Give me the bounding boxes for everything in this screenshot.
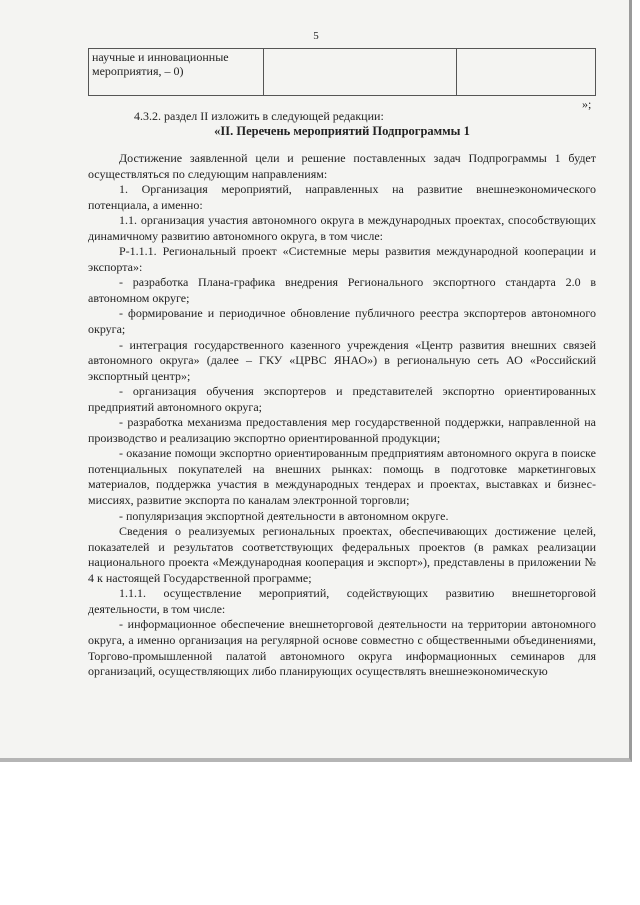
paragraph: 1.1.1. осуществление мероприятий, содействующих развитию внешнеторговой деятельности, в том числе: <box>88 586 596 616</box>
closing-quote-mark: »; <box>582 97 592 111</box>
table-cell-activity: научные и инновационные мероприятия, – 0) <box>89 49 264 96</box>
paragraph: - формирование и периодичное обновление публичного реестра экспортеров автономного округа; <box>88 306 596 337</box>
paragraph: - разработка механизма предоставления мер государственной поддержки, направленной на производство и реализацию экспортно ориентированной продукции; <box>88 415 596 445</box>
paragraph: - информационное обеспечение внешнеторговой деятельности на территории автономного округа, а именно организация на регулярной основе совместно с общественными объединениями, Торгово-промышленной палатой автономного округа информационных семинаров для организаций, осуществляющих либо планирующих осуществлять внешнеэкономическую <box>88 617 596 679</box>
table-cell-empty <box>457 49 596 96</box>
paragraph: 1. Организация мероприятий, направленных на развитие внешнеэкономического потенциала, а именно: <box>88 182 596 212</box>
section-intro: 4.3.2. раздел II изложить в следующей редакции: <box>134 109 384 123</box>
table-row <box>89 49 596 96</box>
previous-table-fragment <box>88 48 596 96</box>
paragraph: 1.1. организация участия автономного округа в международных проектах, способствующих динамичному развитию автономного округа, в том числе: <box>88 213 596 243</box>
paragraph: - интеграция государственного казенного учреждения «Центр развития внешних связей автономного округа» (далее – ГКУ «ЦРВС ЯНАО») в региональную сеть АО «Российский экспортный центр»; <box>88 337 596 383</box>
paragraph: Достижение заявленной цели и решение поставленных задач Подпрограммы 1 будет осуществляться по следующим направлениям: <box>88 151 596 181</box>
paragraph: - организация обучения экспортеров и представителей экспортно ориентированных предприятий автономного округа; <box>88 384 596 414</box>
paragraph: Сведения о реализуемых региональных проектах, обеспечивающих достижение целей, показателей и результатов соответствующих федеральных проектов (в рамках реализации национального проекта «Международная кооперация и экспорт»), представлены в приложении № 4 к настоящей Государственной программе; <box>88 524 596 585</box>
paragraph: - популяризация экспортной деятельности в автономном округе. <box>119 508 449 523</box>
paragraph: - разработка Плана-графика внедрения Регионального экспортного стандарта 2.0 в автономном округе; <box>88 275 596 305</box>
body-text <box>88 151 596 680</box>
paragraph: Р-1.1.1. Региональный проект «Системные меры развития международной кооперации и экспорта»: <box>88 244 596 274</box>
section-title: «II. Перечень мероприятий Подпрограммы 1 <box>214 124 470 138</box>
table-cell-empty <box>264 49 457 96</box>
paragraph: - оказание помощи экспортно ориентированным предприятиям автономного округа в поиске потенциальных покупателей на внешних рынках: помощь в подготовке маркетинговых материалов, поддержка участия в международных тендерах и проектах, выставках и бизнес-миссиях, развитие экспорта по каналам электронной торговли; <box>88 446 596 508</box>
page-number: 5 <box>313 30 319 42</box>
